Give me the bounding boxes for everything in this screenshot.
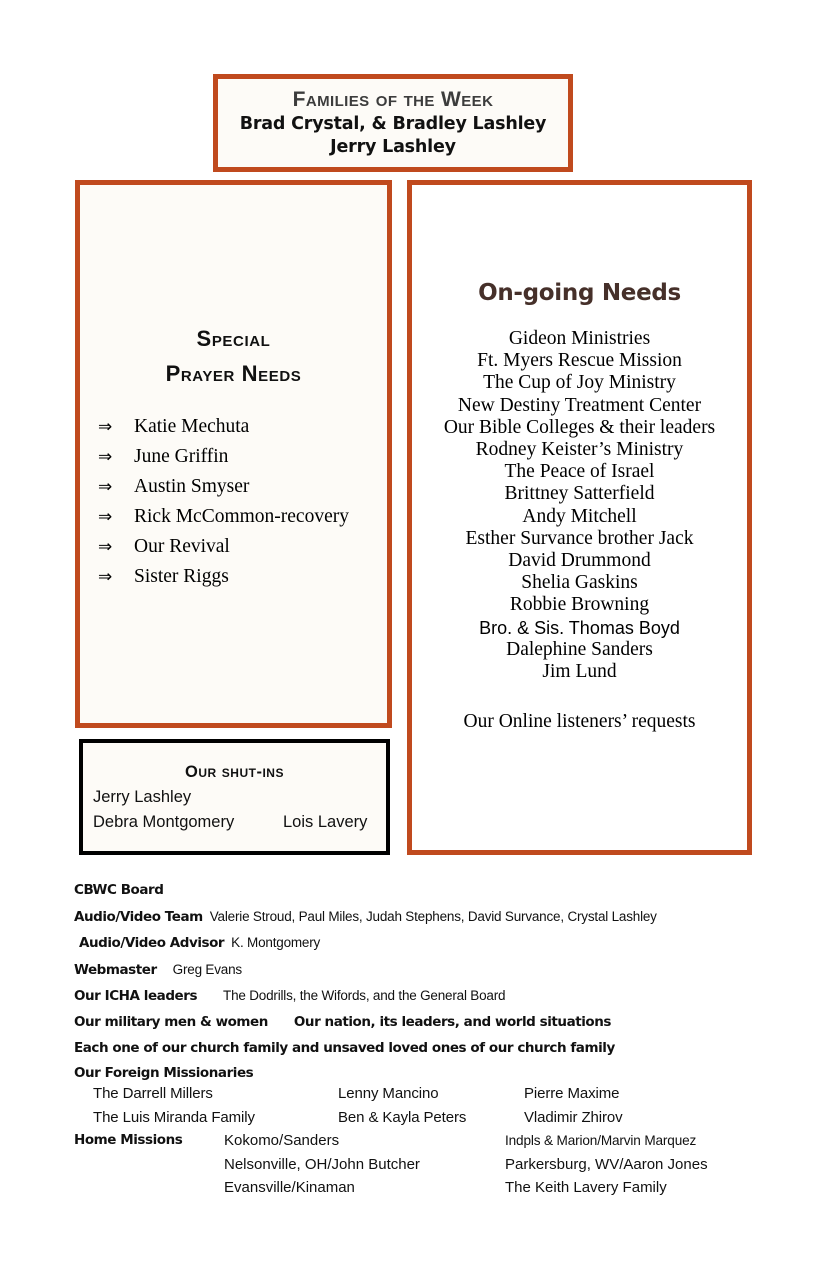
online-listeners-requests: Our Online listeners’ requests	[463, 711, 696, 733]
list-item-label: Katie Mechuta	[134, 416, 250, 438]
list-item: The Cup of Joy Ministry	[483, 372, 676, 394]
home-missions-label: Home Missions	[74, 1132, 183, 1148]
shut-in-name: Jerry Lashley	[93, 788, 192, 806]
table-row	[74, 1082, 784, 1106]
roster-line-icha-leaders	[74, 983, 774, 1010]
list-item: The Peace of Israel	[504, 461, 655, 483]
list-item	[93, 788, 376, 807]
double-arrow-icon: ⇒	[98, 507, 113, 528]
list-item: Andy Mitchell	[522, 505, 637, 527]
special-prayer-needs-title	[80, 321, 387, 391]
families-of-the-week-line-2: Jerry Lashley	[330, 137, 456, 158]
roster-label: Our ICHA leaders	[74, 988, 198, 1005]
special-prayer-needs-list	[80, 417, 387, 587]
roster-label: Our military men & women	[74, 1013, 268, 1030]
our-shut-ins-box	[79, 739, 390, 855]
roster-value: The Dodrills, the Wifords, and the General Board	[223, 988, 506, 1004]
our-shut-ins-title: Our shut-ins	[185, 763, 284, 781]
list-item	[93, 813, 376, 832]
home-mission-name: Evansville/Kinaman	[224, 1179, 355, 1196]
list-item: Rodney Keister’s Ministry	[475, 439, 684, 461]
double-arrow-icon: ⇒	[98, 537, 113, 558]
list-item: Esther Survance brother Jack	[465, 527, 694, 549]
home-mission-name: Parkersburg, WV/Aaron Jones	[505, 1155, 708, 1173]
roster-label: Audio/Video Team	[74, 908, 203, 925]
families-of-the-week-line-1: Brad Crystal, & Bradley Lashley	[239, 114, 547, 135]
roster-section	[74, 878, 774, 1087]
roster-label: Webmaster	[74, 961, 157, 978]
list-item: Shelia Gaskins	[521, 572, 638, 594]
roster-value: Valerie Stroud, Paul Miles, Judah Stephens, David Survance, Crystal Lashley	[209, 908, 657, 924]
double-arrow-icon: ⇒	[98, 477, 113, 498]
list-item: Bro. & Sis. Thomas Boyd	[479, 617, 680, 638]
roster-line-audio-video-team	[74, 904, 774, 931]
on-going-needs-box	[407, 180, 752, 855]
roster-line-cbwc-board	[74, 878, 774, 904]
roster-value: Greg Evans	[172, 961, 242, 977]
list-item-label: June Griffin	[134, 446, 229, 468]
roster-line-webmaster	[74, 957, 774, 984]
list-item: Gideon Ministries	[508, 328, 651, 349]
double-arrow-icon: ⇒	[98, 567, 113, 588]
list-item: David Drummond	[508, 550, 651, 572]
special-prayer-needs-box	[75, 180, 392, 728]
missionaries-grid	[74, 1082, 784, 1200]
list-item: Ft. Myers Rescue Mission	[477, 350, 682, 372]
list-item-label: Our Revival	[134, 536, 230, 558]
list-item-label: Sister Riggs	[134, 566, 229, 588]
list-item	[94, 447, 387, 467]
home-mission-name: Kokomo/Sanders	[224, 1132, 340, 1149]
list-item-label: Rick McCommon-recovery	[134, 506, 349, 528]
table-row	[74, 1129, 784, 1153]
missionary-name: Pierre Maxime	[524, 1085, 620, 1102]
home-mission-name: Nelsonville, OH/John Butcher	[224, 1155, 420, 1173]
list-item: Jim Lund	[542, 661, 617, 683]
roster-label: Each one of our church family and unsaved loved ones of our church family	[74, 1039, 615, 1056]
roster-line-audio-video-advisor	[74, 930, 774, 957]
special-prayer-title-line-2: Prayer Needs	[165, 361, 302, 387]
shut-in-name: Debra Montgomery	[93, 813, 235, 831]
roster-label: Our Foreign Missionaries	[74, 1065, 254, 1082]
list-item	[94, 567, 387, 587]
list-item	[94, 417, 387, 437]
missionary-name: The Darrell Millers	[93, 1085, 213, 1102]
list-item: Our Bible Colleges & their leaders	[443, 416, 716, 438]
list-item-label: Austin Smyser	[134, 476, 250, 498]
table-row	[74, 1153, 784, 1177]
list-item	[94, 507, 387, 527]
table-row	[74, 1106, 784, 1130]
missionary-name: Ben & Kayla Peters	[338, 1108, 467, 1126]
roster-label: Audio/Video Advisor	[79, 935, 225, 952]
roster-line-military	[74, 1010, 774, 1036]
roster-value: K. Montgomery	[231, 935, 321, 951]
list-item: Brittney Satterfield	[504, 483, 655, 505]
home-mission-name: The Keith Lavery Family	[505, 1179, 667, 1196]
families-of-the-week-title: Families of the Week	[292, 88, 494, 111]
list-item	[94, 537, 387, 557]
families-of-the-week-box	[213, 74, 573, 172]
missionary-name: Vladimir Zhirov	[524, 1108, 623, 1126]
roster-value: Our nation, its leaders, and world situations	[293, 1013, 611, 1030]
home-missions-label-spacer	[74, 1153, 224, 1177]
special-prayer-title-line-1: Special	[196, 326, 271, 351]
on-going-needs-list	[412, 328, 747, 683]
double-arrow-icon: ⇒	[98, 417, 113, 438]
list-item: Robbie Browning	[509, 594, 650, 616]
roster-line-church-family	[74, 1036, 774, 1062]
list-item	[94, 477, 387, 497]
on-going-needs-title: On-going Needs	[478, 280, 681, 306]
missionary-name: The Luis Miranda Family	[93, 1108, 255, 1126]
table-row	[74, 1176, 784, 1200]
list-item: Dalephine Sanders	[506, 638, 653, 660]
list-item: New Destiny Treatment Center	[457, 394, 702, 416]
double-arrow-icon: ⇒	[98, 447, 113, 468]
missionary-name: Lenny Mancino	[338, 1085, 439, 1102]
home-missions-label-spacer	[74, 1176, 224, 1200]
roster-label: CBWC Board	[74, 882, 164, 898]
shut-in-name: Lois Lavery	[283, 813, 368, 831]
home-mission-name: Indpls & Marion/Marvin Marquez	[505, 1133, 697, 1148]
